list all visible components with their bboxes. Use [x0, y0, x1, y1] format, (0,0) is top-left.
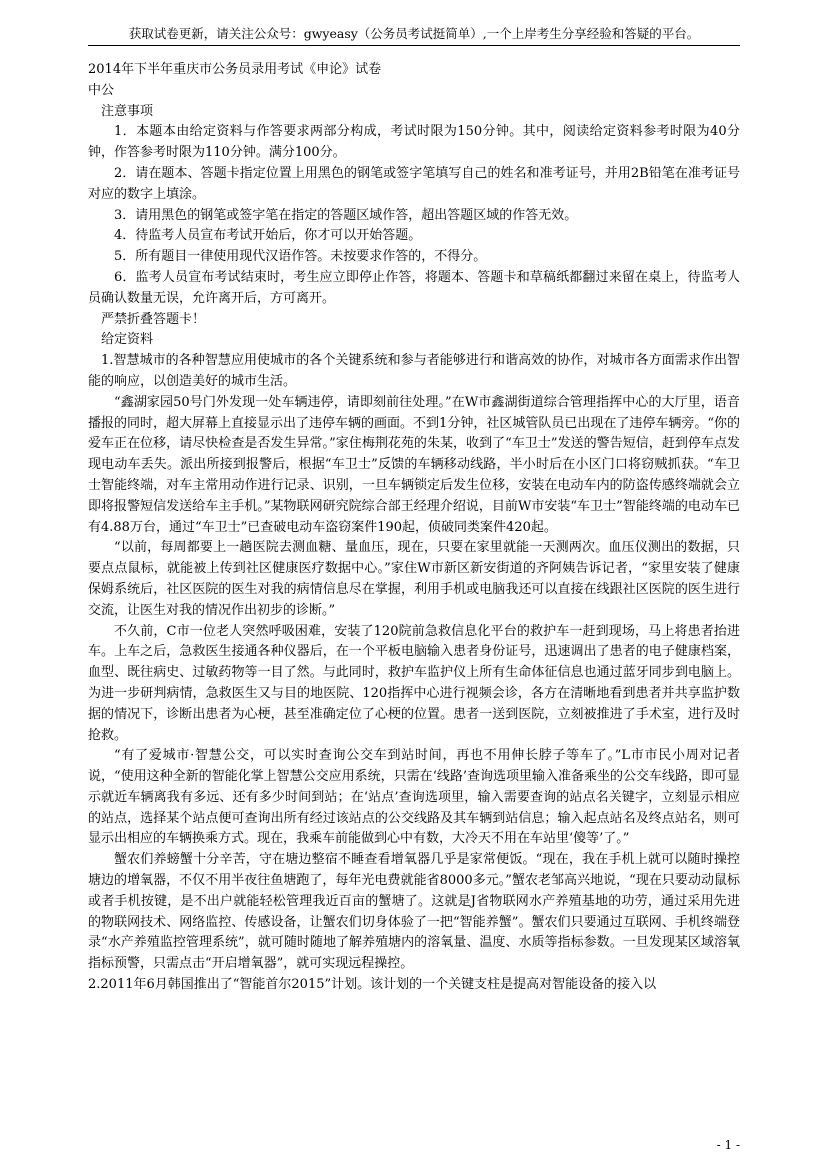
no-fold-warning: 严禁折叠答题卡！: [101, 311, 206, 327]
note-item: 1．本题本由给定资料与作答要求两部分构成，考试时限为150分钟。其中，阅读给定资料参考时限为40分钟，作答参考时限为110分钟。满分100分。: [88, 124, 740, 161]
notes-heading: 注意事项: [101, 103, 154, 119]
materials-heading: 给定资料: [101, 332, 154, 348]
document-subtitle: 中公: [88, 82, 115, 98]
material-paragraph: “鑫湖家园50号门外发现一处车辆违停，请即刻前往处理。”在W市鑫湖街道综合管理指挥中心的大厅里，语音播报的同时，超大屏幕上直接显示出了违停车辆的画面。不到1分钟，社区城管队员已出现在了违停车辆旁。“你的爱车正在位移，请尽快检查是否发生异常。”家住梅荆花苑的朱某，收到了“车卫士”发送的警告短信，赶到停车点发现电动车丢失。派出所接到报警后，根据“车卫士”反馈的车辆移动线路，半小时后在小区门口将窃贼抓获。“车卫士智能终端，对车主常用动作进行记录、识别，一旦车辆锁定后发生位移，安装在电动车内的防盗传感终端就会立即将报警短信发送给车主手机。”某物联网研究院综合部王经理介绍说，目前W市安装“车卫士”智能终端的电动车已有4.88万台，通过“车卫士”已查破电动车盗窃案件190起，侦破同类案件420起。: [88, 394, 740, 535]
note-item: 6．监考人员宣布考试结束时，考生应立即停止作答，将题本、答题卡和草稿纸都翻过来留在桌上，待监考人员确认数量无误，允许离开后，方可离开。: [88, 269, 740, 306]
material-paragraph: 不久前，C市一位老人突然呼吸困难，安装了120院前急救信息化平台的救护车一赶到现场，马上将患者抬进车。上车之后，急救医生接通各种仪器后，在一个平板电脑输入患者身份证号，迅速调出了患者的电子健康档案，血型、既往病史、过敏药物等一目了然。与此同时，救护车监护仪上所有生命体征信息也通过蓝牙同步到电脑上。为进一步研判病情，急救医生又与目的地医院、120指挥中心进行视频会诊，各方在清晰地看到患者并共享监护数据的情况下，诊断出患者为心梗，甚至准确定位了心梗的位置。患者一送到医院，立刻被推进了手术室，进行及时抢救。: [88, 623, 740, 743]
note-item: 3．请用黑色的钢笔或签字笔在指定的答题区域作答，超出答题区域的作答无效。: [114, 207, 578, 223]
document-body: [88, 60, 740, 996]
material-paragraph: “以前，每周都要上一趟医院去测血糖、量血压，现在，只要在家里就能一天测两次。血压仪测出的数据，只要点点鼠标，就能被上传到社区健康医疗数据中心。”家住W市新区新安街道的齐阿姨告诉记者，“家里安装了健康保姆系统后，社区医院的医生对我的病情信息尽在掌握，利用手机或电脑我还可以直接在线跟社区医院的医生进行交流，让医生对我的情况作出初步的诊断。”: [88, 540, 740, 618]
note-item: 2．请在题本、答题卡指定位置上用黑色的钢笔或签字笔填写自己的姓名和准考证号，并用2B铅笔在准考证号对应的数字上填涂。: [88, 165, 740, 202]
material-paragraph: 蟹农们养螃蟹十分辛苦，守在塘边整宿不睡查看增氧器几乎是家常便饭。“现在，我在手机上就可以随时操控塘边的增氧器，不仅不用半夜往鱼塘跑了，每年光电费就能省8000多元。”蟹农老邹高兴地说，“现在只要动动鼠标或者手机按键，是不出户就能轻松管理我近百亩的蟹塘了。这就是J省物联网水产养殖基地的功劳，通过采用先进的物联网技术、网络监控、传感设备，让蟹农们切身体验了一把“智能养蟹”。蟹农们只要通过互联网、手机终端登录“水产养殖监控管理系统”，就可随时随地了解养殖塘内的溶氧量、温度、水质等指标参数。一旦发现某区域溶氧指标预警，只需点击“开启增氧器”，就可实现远程操控。: [88, 852, 740, 972]
note-item: 4．待监考人员宣布考试开始后，你才可以开始答题。: [114, 228, 422, 244]
material-paragraph: 1.智慧城市的各种智慧应用使城市的各个关键系统和参与者能够进行和谐高效的协作，对城市各方面需求作出智能的响应，以创造美好的城市生活。: [88, 353, 740, 389]
document-title: 2014年下半年重庆市公务员录用考试《申论》试卷: [88, 62, 382, 77]
header-divider: [88, 45, 740, 46]
note-item: 5．所有题目一律使用现代汉语作答。未按要求作答的，不得分。: [114, 249, 487, 265]
material-paragraph: “有了爱城市·智慧公交，可以实时查询公交车到站时间，再也不用伸长脖子等车了。”L市市民小周对记者说，“使用这种全新的智能化掌上智慧公交应用系统，只需在‘线路’查询选项里输入准备乘坐的公交车线路，即可显示就近车辆离我有多远、还有多少时间到站；在‘站点’查询选项里，输入需要查询的站点名关键字，立刻显示相应的站点，选择某个站点便可查询出所有经过该站点的公交线路及其车辆到站信息；输入起点站名及终点站名，则可显示出相应的车辆换乘方式。现在，我乘车前能做到心中有数，大冷天不用在车站里‘傻等’了。”: [88, 748, 740, 847]
page-header-notice: 获取试卷更新，请关注公众号：gwyeasy（公务员考试挺简单）,一个上岸考生分享经验和答疑的平台。: [128, 26, 700, 41]
material-paragraph: 2.2011年6月韩国推出了“智能首尔2015”计划。该计划的一个关键支柱是提高对智能设备的接入以: [88, 977, 657, 993]
page-number: - 1 -: [716, 1138, 740, 1152]
